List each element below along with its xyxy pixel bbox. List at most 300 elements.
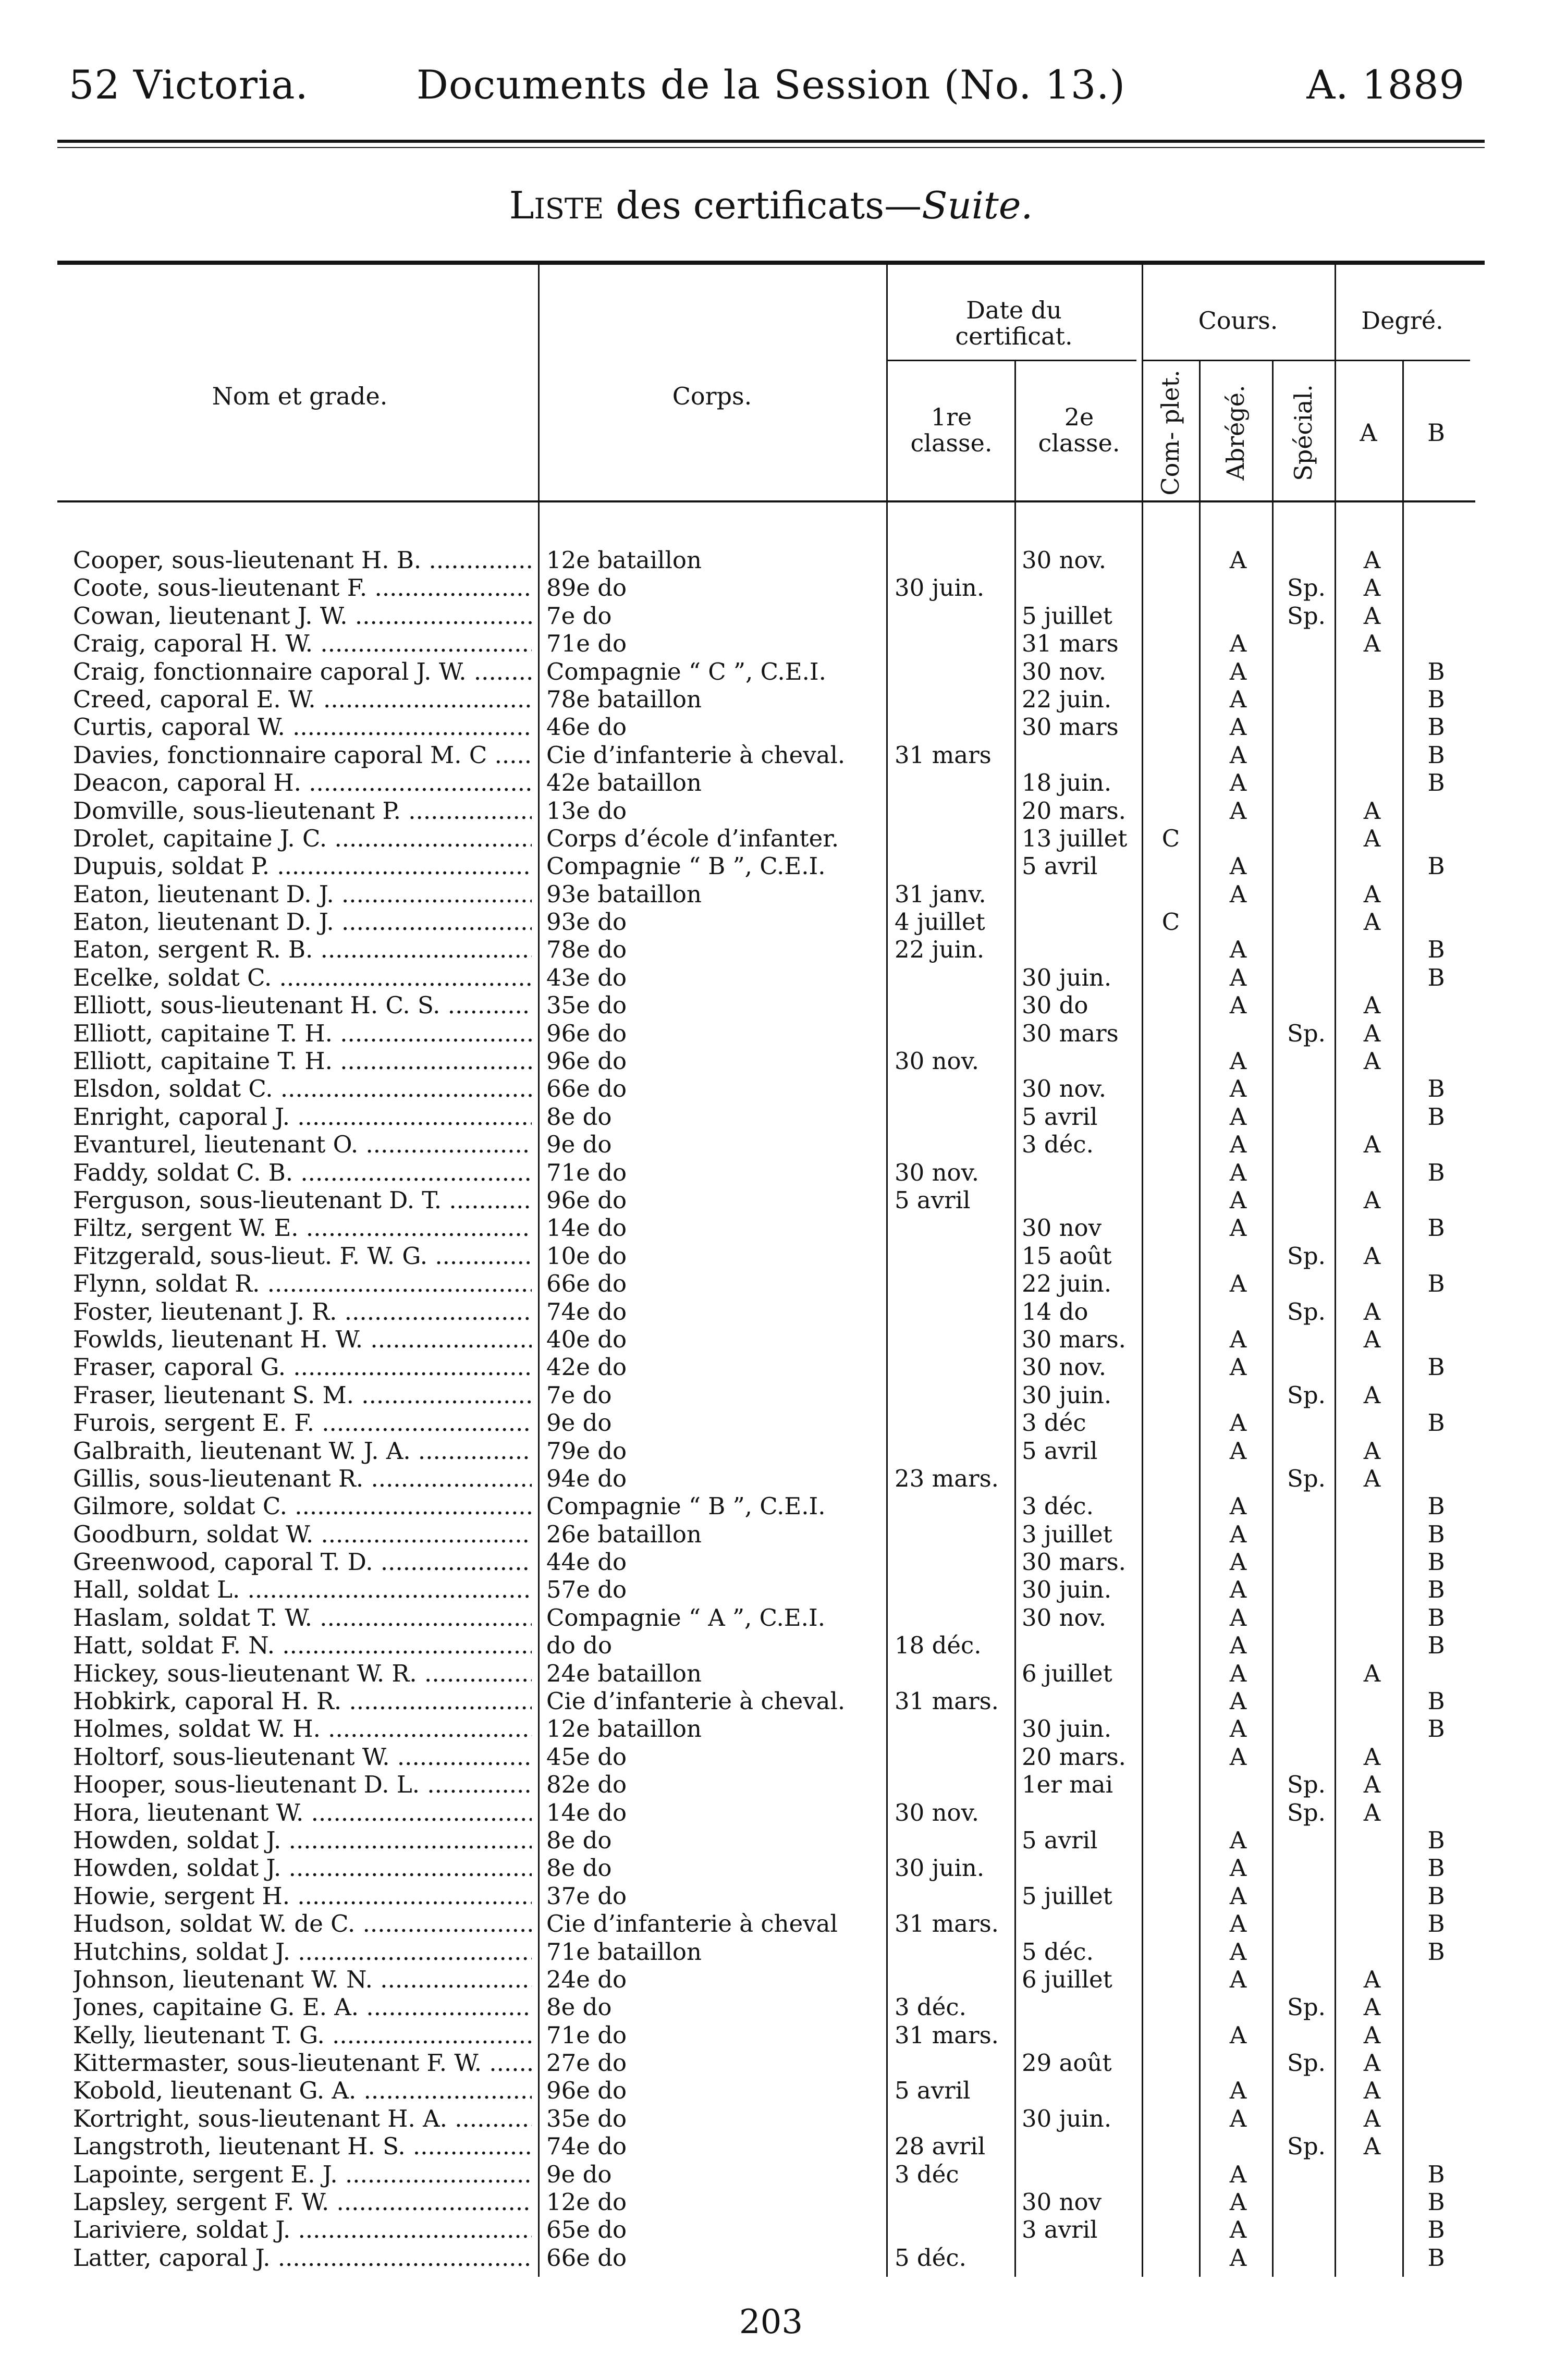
- date-2e-classe-cell: 5 juillet: [1022, 1882, 1112, 1910]
- table-row: [0, 908, 1542, 936]
- degre-b-cell: B: [1427, 1158, 1445, 1186]
- table-row: [0, 1437, 1542, 1465]
- cours-abrege-cell: A: [1229, 2216, 1247, 2244]
- cours-abrege-cell: A: [1229, 1325, 1247, 1353]
- corps-cell: 96e do: [546, 2077, 627, 2105]
- cours-abrege-cell: A: [1229, 1603, 1247, 1631]
- table-row: [0, 1270, 1542, 1297]
- degre-b-cell: B: [1427, 1715, 1445, 1743]
- corps-cell: 46e do: [546, 713, 627, 741]
- cours-abrege-cell: A: [1229, 769, 1247, 797]
- cours-abrege-cell: A: [1229, 1353, 1247, 1381]
- title-small-caps: ISTE: [534, 192, 604, 225]
- date-2e-classe-cell: 30 nov.: [1022, 657, 1107, 685]
- corps-cell: 37e do: [546, 1882, 627, 1910]
- cours-abrege-cell: A: [1229, 630, 1247, 658]
- name-cell: Furois, sergent E. F. .....: [73, 1409, 532, 1437]
- corps-cell: 93e bataillon: [546, 880, 702, 908]
- degre-b-cell: B: [1427, 1353, 1445, 1381]
- cours-abrege-cell: A: [1229, 1158, 1247, 1186]
- cours-special-cell: Sp.: [1287, 602, 1326, 630]
- date-1re-classe-cell: 18 déc.: [895, 1631, 982, 1660]
- name-cell: Haslam, soldat T. W. .....: [73, 1604, 532, 1631]
- corps-cell: 94e do: [546, 1464, 627, 1492]
- date-2e-classe-cell: 15 août: [1022, 1242, 1112, 1270]
- date-1re-classe-cell: 5 déc.: [895, 2243, 966, 2272]
- name-cell: Filtz, sergent W. E. .....: [73, 1214, 532, 1242]
- name-cell: Davies, fonctionnaire caporal M. C .....: [73, 741, 532, 769]
- col-header-corps: Corps.: [672, 382, 752, 410]
- certificate-table-body: [0, 546, 1542, 2272]
- date-2e-classe-cell: 22 juin.: [1022, 1270, 1112, 1298]
- degre-b-cell: B: [1427, 1854, 1445, 1882]
- cours-special-cell: Sp.: [1287, 2049, 1326, 2077]
- date-2e-classe-cell: 18 juin.: [1022, 769, 1112, 797]
- name-cell: Hora, lieutenant W. .....: [73, 1799, 532, 1826]
- degre-a-cell: A: [1363, 1798, 1381, 1826]
- degre-a-cell: A: [1363, 1325, 1381, 1353]
- degre-b-cell: B: [1427, 1910, 1445, 1938]
- degre-b-cell: B: [1427, 769, 1445, 797]
- cours-abrege-cell: A: [1229, 741, 1247, 769]
- name-cell: Howden, soldat J. .....: [73, 1826, 532, 1854]
- corps-cell: 78e bataillon: [546, 685, 702, 713]
- date-2e-classe-cell: 6 juillet: [1022, 1965, 1112, 1993]
- title-middle: des certificats—: [604, 183, 922, 227]
- table-row: [0, 1075, 1542, 1102]
- corps-cell: 14e do: [546, 1214, 627, 1242]
- cours-abrege-cell: A: [1229, 1186, 1247, 1214]
- name-cell: Kobold, lieutenant G. A. .....: [73, 2077, 532, 2104]
- corps-cell: 10e do: [546, 1242, 627, 1270]
- col-header-cours-abrege: Abrégé.: [1221, 385, 1250, 481]
- name-cell: Foster, lieutenant J. R. .....: [73, 1298, 532, 1326]
- degre-a-cell: A: [1363, 574, 1381, 602]
- date-1re-classe-cell: 4 juillet: [895, 908, 985, 936]
- table-row: [0, 713, 1542, 741]
- cours-special-cell: Sp.: [1287, 1297, 1326, 1326]
- date-2e-classe-cell: 30 nov.: [1022, 546, 1107, 574]
- name-cell: Enright, caporal J. .....: [73, 1103, 532, 1131]
- table-row: [0, 1465, 1542, 1492]
- degre-b-cell: B: [1427, 1270, 1445, 1298]
- corps-cell: Compagnie “ B ”, C.E.I.: [546, 852, 826, 880]
- degre-a-cell: A: [1363, 602, 1381, 630]
- cours-abrege-cell: A: [1229, 1882, 1247, 1910]
- table-row: [0, 1381, 1542, 1409]
- corps-cell: 24e bataillon: [546, 1659, 702, 1687]
- degre-a-cell: A: [1363, 1381, 1381, 1409]
- name-cell: Kittermaster, sous-lieutenant F. W. .....: [73, 2049, 532, 2077]
- corps-cell: 74e do: [546, 2132, 627, 2161]
- date-2e-classe-cell: 30 nov.: [1022, 1353, 1107, 1381]
- name-cell: Evanturel, lieutenant O. .....: [73, 1131, 532, 1158]
- degre-a-cell: A: [1363, 2132, 1381, 2161]
- name-cell: Domville, sous-lieutenant P. .....: [73, 797, 532, 825]
- date-2e-classe-cell: 30 nov: [1022, 2188, 1102, 2216]
- table-row: [0, 2161, 1542, 2188]
- corps-cell: 65e do: [546, 2216, 627, 2244]
- col-header-date-group: Date du certificat.: [955, 296, 1073, 350]
- degre-a-cell: A: [1363, 1242, 1381, 1270]
- date-group-rule: [886, 360, 1136, 361]
- name-cell: Fraser, caporal G. .....: [73, 1353, 532, 1381]
- name-cell: Eaton, lieutenant D. J. .....: [73, 880, 532, 908]
- table-row: [0, 1131, 1542, 1158]
- table-row: [0, 1492, 1542, 1520]
- name-cell: Fitzgerald, sous-lieut. F. W. G. .....: [73, 1242, 532, 1270]
- date-2e-classe-cell: 6 juillet: [1022, 1659, 1112, 1687]
- corps-cell: 93e do: [546, 908, 627, 936]
- degre-b-cell: B: [1427, 657, 1445, 685]
- date-2e-classe-cell: 20 mars.: [1022, 1743, 1126, 1771]
- date-2e-classe-cell: 30 juin.: [1022, 1576, 1112, 1604]
- date-2e-classe-cell: 5 avril: [1022, 1437, 1098, 1465]
- cours-abrege-cell: A: [1229, 1214, 1247, 1242]
- date-2e-classe-cell: 30 nov: [1022, 1214, 1102, 1242]
- date-2e-classe-cell: 30 nov.: [1022, 1075, 1107, 1103]
- cours-abrege-cell: A: [1229, 796, 1247, 825]
- table-row: [0, 546, 1542, 574]
- name-cell: Elliott, sous-lieutenant H. C. S. .....: [73, 991, 532, 1019]
- cours-abrege-cell: A: [1229, 1131, 1247, 1159]
- table-row: [0, 1631, 1542, 1659]
- name-cell: Langstroth, lieutenant H. S. .....: [73, 2132, 532, 2160]
- table-row: [0, 602, 1542, 630]
- table-row: [0, 1548, 1542, 1576]
- date-1re-classe-cell: 31 janv.: [895, 880, 986, 908]
- table-row: [0, 991, 1542, 1019]
- running-header-left: 52 Victoria.: [69, 62, 309, 108]
- name-cell: Hobkirk, caporal H. R. .....: [73, 1687, 532, 1715]
- date-2e-classe-cell: 5 avril: [1022, 1102, 1098, 1131]
- date-1re-classe-cell: 3 déc: [895, 2160, 959, 2188]
- name-cell: Drolet, capitaine J. C. .....: [73, 825, 532, 852]
- degre-a-cell: A: [1363, 1131, 1381, 1159]
- table-row: [0, 1854, 1542, 1882]
- table-row: [0, 1103, 1542, 1131]
- date-1re-classe-cell: 23 mars.: [895, 1464, 999, 1492]
- cours-abrege-cell: A: [1229, 1437, 1247, 1465]
- corps-cell: do do: [546, 1631, 613, 1660]
- table-row: [0, 1715, 1542, 1743]
- degre-b-cell: B: [1427, 685, 1445, 713]
- degre-b-cell: B: [1427, 1214, 1445, 1242]
- cours-abrege-cell: A: [1229, 713, 1247, 741]
- name-cell: Elsdon, soldat C. .....: [73, 1075, 532, 1102]
- date-2e-classe-cell: 30 juin.: [1022, 1381, 1112, 1409]
- corps-cell: 66e do: [546, 1270, 627, 1298]
- corps-cell: Cie d’infanterie à cheval.: [546, 1687, 846, 1715]
- date-2e-classe-cell: 3 avril: [1022, 2216, 1098, 2244]
- cours-complet-cell: C: [1161, 908, 1180, 936]
- degre-b-cell: B: [1427, 1603, 1445, 1631]
- title-suite: Suite.: [922, 183, 1033, 227]
- name-cell: Goodburn, soldat W. .....: [73, 1520, 532, 1548]
- corps-cell: 71e do: [546, 630, 627, 658]
- cours-abrege-cell: A: [1229, 657, 1247, 685]
- table-row: [0, 1910, 1542, 1937]
- date-1re-classe-cell: 30 juin.: [895, 574, 985, 602]
- degre-a-cell: A: [1363, 908, 1381, 936]
- table-row: [0, 1159, 1542, 1186]
- table-row: [0, 1576, 1542, 1603]
- degre-a-cell: A: [1363, 796, 1381, 825]
- cours-abrege-cell: A: [1229, 2243, 1247, 2272]
- degre-a-cell: A: [1363, 1771, 1381, 1799]
- cours-abrege-cell: A: [1229, 1659, 1247, 1687]
- name-cell: Ferguson, sous-lieutenant D. T. .....: [73, 1186, 532, 1214]
- date-1re-classe-cell: 22 juin.: [895, 936, 985, 964]
- degre-a-cell: A: [1363, 1437, 1381, 1465]
- cours-abrege-cell: A: [1229, 991, 1247, 1020]
- name-cell: Elliott, capitaine T. H. .....: [73, 1020, 532, 1047]
- table-row: [0, 2049, 1542, 2077]
- corps-cell: 26e bataillon: [546, 1520, 702, 1548]
- date-2e-classe-cell: 30 mars: [1022, 713, 1119, 741]
- name-cell: Lapsley, sergent F. W. .....: [73, 2188, 532, 2216]
- degre-b-cell: B: [1427, 1631, 1445, 1660]
- corps-cell: Compagnie “ A ”, C.E.I.: [546, 1603, 826, 1631]
- table-row: [0, 1604, 1542, 1631]
- cours-special-cell: Sp.: [1287, 1019, 1326, 1047]
- cours-abrege-cell: A: [1229, 1715, 1247, 1743]
- table-row: [0, 1993, 1542, 2021]
- table-row: [0, 741, 1542, 769]
- corps-cell: 43e do: [546, 963, 627, 991]
- degre-b-cell: B: [1427, 2216, 1445, 2244]
- col-header-degre-b: B: [1427, 419, 1445, 447]
- name-cell: Fowlds, lieutenant H. W. .....: [73, 1326, 532, 1353]
- corps-cell: 57e do: [546, 1576, 627, 1604]
- table-row: [0, 852, 1542, 880]
- date-1re-classe-cell: 30 nov.: [895, 1047, 980, 1075]
- cours-abrege-cell: A: [1229, 1965, 1247, 1993]
- cours-group-rule: [1142, 360, 1335, 361]
- date-1re-classe-cell: 28 avril: [895, 2132, 986, 2161]
- table-row: [0, 1799, 1542, 1826]
- date-2e-classe-cell: 1er mai: [1022, 1771, 1113, 1799]
- table-row: [0, 1743, 1542, 1771]
- degre-b-cell: B: [1427, 1937, 1445, 1966]
- cours-abrege-cell: A: [1229, 685, 1247, 713]
- corps-cell: 66e do: [546, 2243, 627, 2272]
- corps-cell: 45e do: [546, 1743, 627, 1771]
- table-row: [0, 769, 1542, 796]
- name-cell: Greenwood, caporal T. D. .....: [73, 1548, 532, 1576]
- table-row: [0, 1520, 1542, 1548]
- degre-a-cell: A: [1363, 1047, 1381, 1075]
- name-cell: Holtorf, sous-lieutenant W. .....: [73, 1743, 532, 1771]
- cours-abrege-cell: A: [1229, 1492, 1247, 1520]
- date-2e-classe-cell: 30 mars.: [1022, 1325, 1126, 1353]
- corps-cell: 40e do: [546, 1325, 627, 1353]
- date-1re-classe-cell: 5 avril: [895, 2077, 971, 2105]
- table-row: [0, 880, 1542, 908]
- name-cell: Howie, sergent H. .....: [73, 1882, 532, 1910]
- name-cell: Craig, fonctionnaire caporal J. W. .....: [73, 658, 532, 685]
- cours-abrege-cell: A: [1229, 936, 1247, 964]
- cours-abrege-cell: A: [1229, 1520, 1247, 1548]
- name-cell: Hatt, soldat F. N. .....: [73, 1631, 532, 1659]
- corps-cell: 9e do: [546, 1131, 612, 1159]
- name-cell: Gilmore, soldat C. .....: [73, 1492, 532, 1520]
- date-2e-classe-cell: 5 avril: [1022, 852, 1098, 880]
- date-1re-classe-cell: 31 mars.: [895, 1687, 999, 1715]
- table-row: [0, 964, 1542, 991]
- date-2e-classe-cell: 30 juin.: [1022, 1715, 1112, 1743]
- cours-abrege-cell: A: [1229, 1910, 1247, 1938]
- corps-cell: 9e do: [546, 2160, 612, 2188]
- table-row: [0, 1771, 1542, 1798]
- corps-cell: 12e do: [546, 2188, 627, 2216]
- cours-abrege-cell: A: [1229, 852, 1247, 880]
- date-1re-classe-cell: 31 mars.: [895, 2021, 999, 2049]
- date-2e-classe-cell: 30 mars.: [1022, 1548, 1126, 1576]
- degre-b-cell: B: [1427, 1075, 1445, 1103]
- table-row: [0, 1938, 1542, 1966]
- corps-cell: Compagnie “ C ”, C.E.I.: [546, 657, 826, 685]
- degre-a-cell: A: [1363, 546, 1381, 574]
- table-row: [0, 1660, 1542, 1687]
- degre-a-cell: A: [1363, 1743, 1381, 1771]
- corps-cell: Corps d’école d’infanter.: [546, 824, 839, 852]
- degre-b-cell: B: [1427, 2243, 1445, 2272]
- degre-b-cell: B: [1427, 713, 1445, 741]
- table-row: [0, 658, 1542, 685]
- table-row: [0, 574, 1542, 602]
- page-number: 203: [739, 2303, 803, 2341]
- cours-abrege-cell: A: [1229, 1687, 1247, 1715]
- table-row: [0, 1353, 1542, 1381]
- running-header-right: A. 1889: [1306, 62, 1465, 108]
- date-1re-classe-cell: 30 nov.: [895, 1798, 980, 1826]
- cours-abrege-cell: A: [1229, 2021, 1247, 2049]
- table-row: [0, 2077, 1542, 2104]
- corps-cell: 42e do: [546, 1353, 627, 1381]
- degre-a-cell: A: [1363, 991, 1381, 1020]
- date-1re-classe-cell: 5 avril: [895, 1186, 971, 1214]
- degre-b-cell: B: [1427, 2188, 1445, 2216]
- title-first-letter: L: [509, 183, 534, 227]
- degre-b-cell: B: [1427, 852, 1445, 880]
- name-cell: Coote, sous-lieutenant F. .....: [73, 574, 532, 602]
- corps-cell: 74e do: [546, 1297, 627, 1326]
- name-cell: Flynn, soldat R. .....: [73, 1270, 532, 1297]
- degre-a-cell: A: [1363, 1993, 1381, 2021]
- table-row: [0, 2021, 1542, 2049]
- table-row: [0, 1298, 1542, 1326]
- name-cell: Hall, soldat L. .....: [73, 1576, 532, 1603]
- degre-a-cell: A: [1363, 1464, 1381, 1492]
- name-cell: Johnson, lieutenant W. N. .....: [73, 1966, 532, 1993]
- name-cell: Craig, caporal H. W. .....: [73, 630, 532, 657]
- col-header-cours-special: Spécial.: [1289, 384, 1317, 481]
- corps-cell: Compagnie “ B ”, C.E.I.: [546, 1492, 826, 1520]
- table-row: [0, 1409, 1542, 1437]
- col-header-name: Nom et grade.: [212, 382, 388, 410]
- name-cell: Lariviere, soldat J. .....: [73, 2216, 532, 2243]
- table-row: [0, 1020, 1542, 1047]
- date-2e-classe-cell: 30 do: [1022, 991, 1088, 1020]
- cours-abrege-cell: A: [1229, 2104, 1247, 2132]
- cours-abrege-cell: A: [1229, 1576, 1247, 1604]
- running-header-center: Documents de la Session (No. 13.): [416, 62, 1126, 108]
- corps-cell: 71e bataillon: [546, 1937, 702, 1966]
- name-cell: Dupuis, soldat P. .....: [73, 852, 532, 880]
- corps-cell: 8e do: [546, 1993, 612, 2021]
- degre-a-cell: A: [1363, 1297, 1381, 1326]
- degre-b-cell: B: [1427, 936, 1445, 964]
- cours-abrege-cell: A: [1229, 880, 1247, 908]
- degre-a-cell: A: [1363, 2021, 1381, 2049]
- corps-cell: 7e do: [546, 1381, 612, 1409]
- cours-abrege-cell: A: [1229, 963, 1247, 991]
- name-cell: Cowan, lieutenant J. W. .....: [73, 602, 532, 630]
- degre-b-cell: B: [1427, 741, 1445, 769]
- date-2e-classe-cell: 20 mars.: [1022, 796, 1126, 825]
- cours-special-cell: Sp.: [1287, 1993, 1326, 2021]
- corps-cell: 35e do: [546, 991, 627, 1020]
- col-header-cours-group: Cours.: [1198, 306, 1278, 335]
- name-cell: Creed, caporal E. W. .....: [73, 685, 532, 713]
- table-row: [0, 2216, 1542, 2243]
- name-cell: Eaton, sergent R. B. .....: [73, 936, 532, 963]
- degre-b-cell: B: [1427, 1102, 1445, 1131]
- degre-a-cell: A: [1363, 824, 1381, 852]
- name-cell: Kelly, lieutenant T. G. .....: [73, 2021, 532, 2049]
- header-rule-thick: [57, 140, 1485, 143]
- corps-cell: Cie d’infanterie à cheval.: [546, 741, 846, 769]
- table-row: [0, 1687, 1542, 1715]
- degre-b-cell: B: [1427, 1409, 1445, 1437]
- name-cell: Jones, capitaine G. E. A. .....: [73, 1993, 532, 2021]
- degre-a-cell: A: [1363, 2104, 1381, 2132]
- name-cell: Gillis, sous-lieutenant R. .....: [73, 1465, 532, 1492]
- cours-abrege-cell: A: [1229, 1548, 1247, 1576]
- degre-a-cell: A: [1363, 630, 1381, 658]
- date-2e-classe-cell: 29 août: [1022, 2049, 1112, 2077]
- corps-cell: 71e do: [546, 2021, 627, 2049]
- corps-cell: 24e do: [546, 1965, 627, 1993]
- degre-b-cell: B: [1427, 1548, 1445, 1576]
- cours-special-cell: Sp.: [1287, 1381, 1326, 1409]
- degre-b-cell: B: [1427, 1492, 1445, 1520]
- name-cell: Holmes, soldat W. H. .....: [73, 1715, 532, 1743]
- degre-b-cell: B: [1427, 963, 1445, 991]
- degre-b-cell: B: [1427, 1687, 1445, 1715]
- name-cell: Lapointe, sergent E. J. .....: [73, 2161, 532, 2188]
- degre-a-cell: A: [1363, 1019, 1381, 1047]
- corps-cell: 35e do: [546, 2104, 627, 2132]
- col-header-date-1: 1re classe.: [910, 403, 993, 457]
- cours-abrege-cell: A: [1229, 1937, 1247, 1966]
- corps-cell: 44e do: [546, 1548, 627, 1576]
- header-bottom-rule: [57, 500, 1475, 502]
- degre-a-cell: A: [1363, 1965, 1381, 1993]
- cours-abrege-cell: A: [1229, 2160, 1247, 2188]
- cours-abrege-cell: A: [1229, 1047, 1247, 1075]
- corps-cell: 71e do: [546, 1158, 627, 1186]
- cours-special-cell: Sp.: [1287, 1771, 1326, 1799]
- table-row: [0, 2188, 1542, 2216]
- table-row: [0, 1326, 1542, 1353]
- corps-cell: 9e do: [546, 1409, 612, 1437]
- date-1re-classe-cell: 31 mars.: [895, 1910, 999, 1938]
- name-cell: Galbraith, lieutenant W. J. A. .....: [73, 1437, 532, 1465]
- table-row: [0, 1966, 1542, 1993]
- date-2e-classe-cell: 3 juillet: [1022, 1520, 1112, 1548]
